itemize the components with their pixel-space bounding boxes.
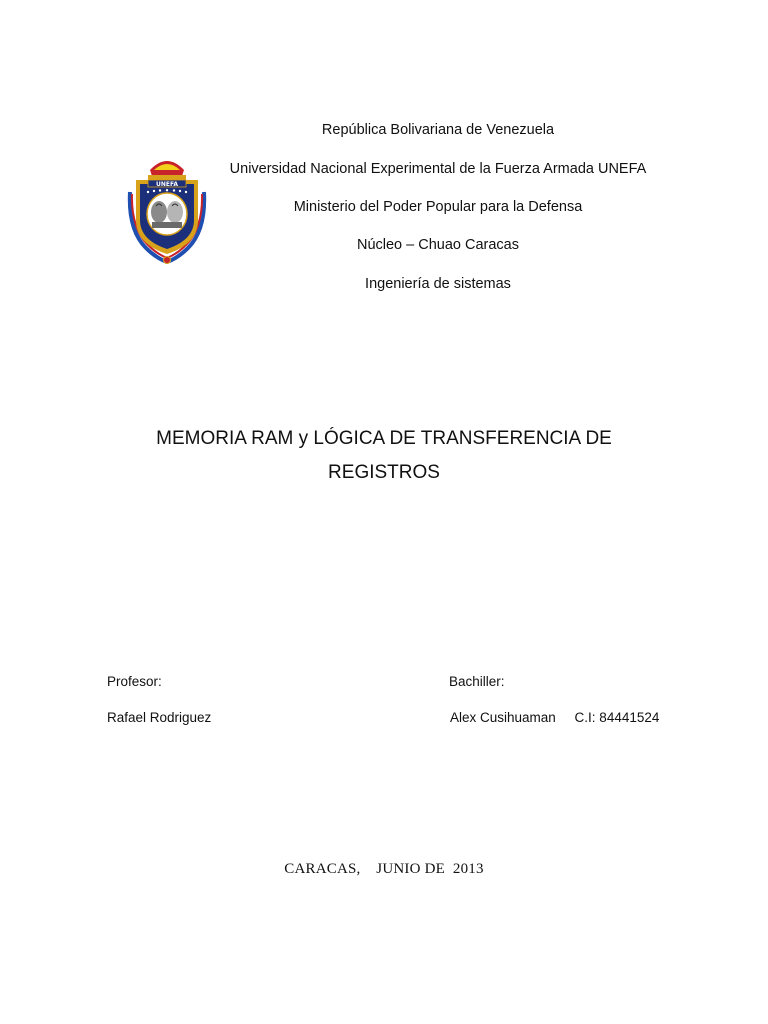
student-label: Bachiller: <box>449 674 505 689</box>
professor-label: Profesor: <box>107 674 162 689</box>
header-campus: Núcleo – Chuao Caracas <box>356 237 519 253</box>
student-name-id: Alex Cusihuaman C.I: 84441524 <box>450 710 660 725</box>
header-program: Ingeniería de sistemas <box>365 276 511 292</box>
document-title-line-2: REGISTROS <box>328 462 440 483</box>
header-country: República Bolivariana de Venezuela <box>321 122 555 138</box>
header-ministry: Ministerio del Poder Popular para la Defensa <box>293 199 583 215</box>
professor-name: Rafael Rodriguez <box>107 710 212 725</box>
document-title-line-1: MEMORIA RAM y LÓGICA DE TRANSFERENCIA DE <box>156 428 612 449</box>
logo-banner-text: UNEFA <box>155 181 179 188</box>
header-university: Universidad Nacional Experimental de la Fuerza Armada UNEFA <box>229 161 647 177</box>
document-title <box>80 422 688 490</box>
place-date: CARACAS, JUNIO DE 2013 <box>284 861 484 877</box>
unefa-crest-logo <box>126 150 208 266</box>
